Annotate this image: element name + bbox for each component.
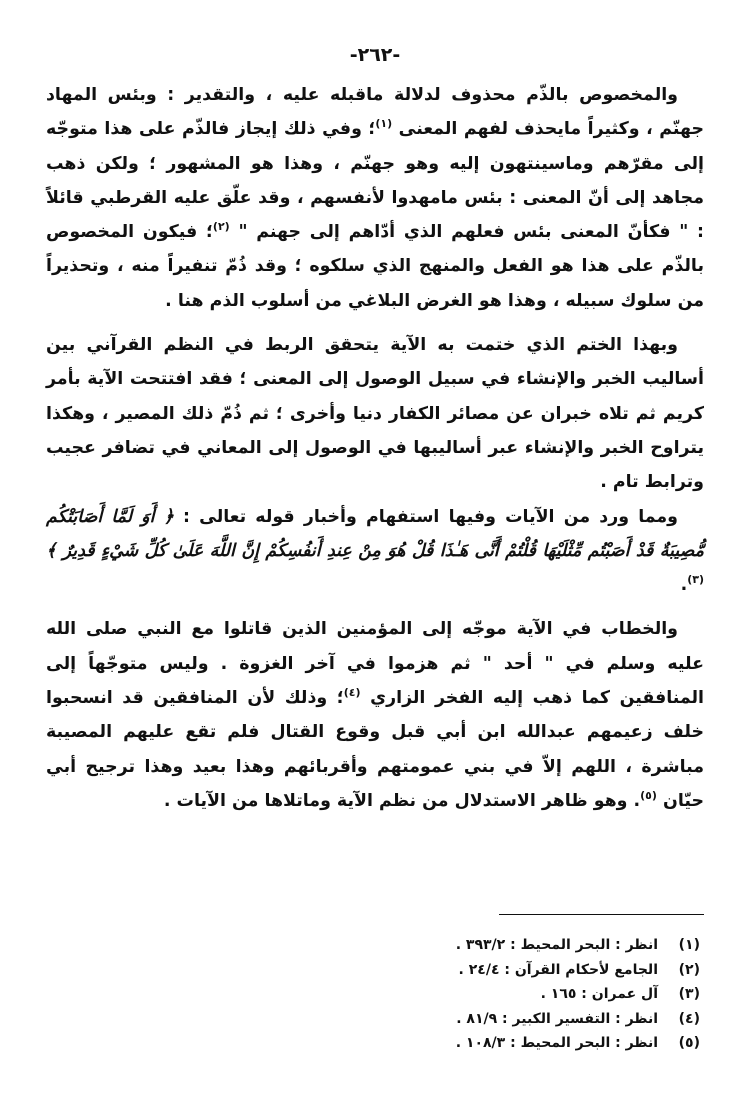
footnote-item xyxy=(46,933,700,958)
footnote-item xyxy=(46,1031,700,1056)
footnote-item xyxy=(46,982,700,1007)
paragraph-1-part-2: ؛ وفي ذلك إيجاز فالذّم على هذا متوجّه إلى مقرّهم وماسينتهون إليه وهو جهنّم ، وهذا هو المشهور ؛ ولكن ذهب مجاهد إلى أنّ المعنى : بئس مامهدوا لأنفسهم ، وقد علّق عليه القرطبي قائلاً : " فكأنّ المعنى بئس فعلهم الذي أدّاهم إلى جهنم " xyxy=(46,119,705,243)
footnote-text: الجامع لأحكام القرآن : ٢٤/٤ . xyxy=(458,961,658,978)
quran-verse: ﴿ أَوَ لَمَّا أَصَابَتْكُم مُّصِيبَةٌ قَدْ أَصَبْتُم مِّثْلَيْهَا قُلْتُمْ أَنَّى هَـٰذَا قُلْ هُوَ مِنْ عِندِ أَنفُسِكُمْ إِنَّ اللَّهَ عَلَىٰ كُلِّ شَيْءٍ قَدِيرٌ ﴾ xyxy=(46,506,704,561)
paragraph-3-end: . xyxy=(680,575,688,596)
paragraph-1-part-3: ؛ فيكون المخصوص بالذّم على هذا هو الفعل والمنهج الذي سلكوه ؛ وقد ذُمّ تنفيراً منه ، وتحذيراً من سلوك سبيله ، وهذا هو الغرض البلاغي من أسلوب الذم هنا . xyxy=(46,222,704,311)
footnote-ref-5: (٥) xyxy=(640,789,657,803)
footnote-ref-3: (٣) xyxy=(687,573,704,587)
footnote-number: (١) xyxy=(678,937,700,954)
footnote-ref-1: (١) xyxy=(375,117,393,131)
footnote-text: انظر : البحر المحيط : ١٠٨/٣ . xyxy=(455,1035,658,1052)
footnote-text: انظر : التفسير الكبير : ٨١/٩ . xyxy=(456,1010,658,1027)
footnote-ref-4: (٤) xyxy=(343,686,361,700)
footnote-number: (٤) xyxy=(678,1010,700,1027)
paragraph-4-part-1: والخطاب في الآية موجّه إلى المؤمنين الذين قاتلوا مع النبي صلى الله عليه وسلم في " أحد " ثم هزموا في آخر الغزوة . وليس متوجّهاً إلى المنافقين كما ذهب إليه الفخر الزاري xyxy=(46,619,704,709)
paragraph-4 xyxy=(46,612,704,818)
footnote-item xyxy=(46,958,700,983)
paragraph-4-part-2: ؛ وذلك لأن المنافقين قد انسحبوا خلف زعيمهم عبدالله ابن أبي قبل وقوع القتال فلم تقع عليهم المصيبة مباشرة ، اللهم إلاّ في بني عمومتهم وأقربائهم وهذا بعيد وهذا ترجيح أبي حيّان xyxy=(46,688,704,811)
page-number: -٢٦٢- xyxy=(349,44,401,66)
paragraph-4-part-3: . وهو ظاهر الاستدلال من نظم الآية وماتلاها من الآيات . xyxy=(163,790,641,811)
footnote-ref-2: (٢) xyxy=(212,220,230,234)
footnote-divider xyxy=(499,914,704,915)
footnote-number: (٥) xyxy=(678,1035,700,1052)
footnote-item xyxy=(46,1007,700,1032)
paragraph-2: وبهذا الختم الذي ختمت به الآية يتحقق الربط في النظم القرآني بين أساليب الخبر والإنشاء في سبيل الوصول إلى المعنى ؛ فقد افتتحت الآية بأمر كريم ثم تلاه خبران عن مصائر الكفار دنيا وأخرى ؛ ثم ذُمّ ذلك المصير ، وهكذا يتراوح الخبر والإنشاء عبر أساليبها في الوصول إلى المعاني في تضافر عجيب وترابط تام . xyxy=(46,335,704,493)
footnote-number: (٣) xyxy=(678,986,700,1003)
paragraph-1-part-1: والمخصوص بالذّم محذوف لدلالة ماقبله عليه ، والتقدير : وبئس المهاد جهنّم ، وكثيراً مايحذف لفهم المعنى xyxy=(46,85,704,140)
paragraph-1 xyxy=(46,78,704,318)
paragraph-3 xyxy=(46,500,704,603)
paragraph-3-intro: ومما ورد من الآيات وفيها استفهام وأخبار قوله تعالى : xyxy=(182,506,678,527)
footnote-text: انظر : البحر المحيط : ٣٩٣/٢ . xyxy=(455,937,658,954)
footnote-number: (٢) xyxy=(678,961,700,978)
footnote-text: آل عمران : ١٦٥ . xyxy=(540,986,658,1003)
footnotes-list xyxy=(46,933,704,1056)
